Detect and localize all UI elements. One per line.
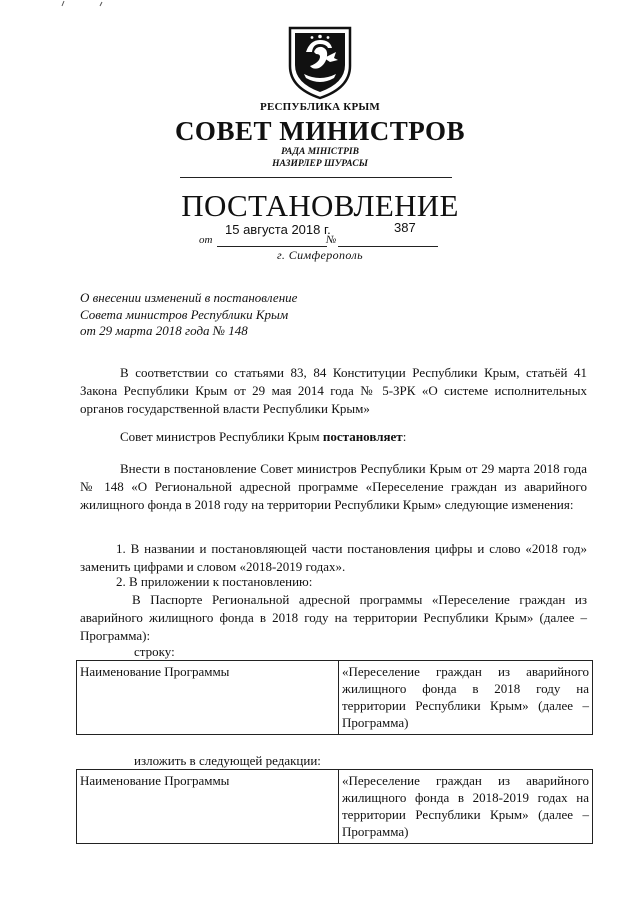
legal-basis-paragraph: В соответствии со статьями 83, 84 Конституции Республики Крым, статьёй 41 Закона Республики Крым от 29 мая 2014 года № 5-ЗРК «О системе исполнительных органов государственной власти Республики Крым»: [80, 365, 587, 416]
number-underline: [338, 246, 438, 247]
row-label-text: строку:: [134, 644, 175, 659]
amendment-item-2: 2. В приложении к постановлению:: [116, 574, 313, 589]
table-row: [77, 770, 593, 844]
resolution-keyword: постановляет: [322, 429, 403, 444]
number-label: №: [326, 234, 337, 246]
amendment-intro-paragraph: Внести в постановление Совет министров Республики Крым от 29 марта 2018 года № 148 «О Региональной адресной программе «Переселение граждан из аварийного жилищного фонда в 2018 году на территории Республики Крым» следующие изменения:: [80, 461, 587, 512]
republic-name: РЕСПУБЛИКА КРЫМ: [260, 101, 380, 113]
amendment-item-1: 1. В названии и постановляющей части постановления цифры и слово «2018 год» заменить цифрами и словом «2018-2019 годах».: [80, 541, 587, 574]
old-program-name-table: [76, 660, 593, 735]
council-title: СОВЕТ МИНИСТРОВ: [174, 116, 466, 146]
decree-subject: [80, 290, 297, 340]
resolution-paragraph: [80, 428, 587, 446]
passport-amendment-paragraph: В Паспорте Региональной адресной программы «Переселение граждан из аварийного жилищного фонда в 2018 году на территории Республики Крым» (далее – Программа):: [80, 592, 587, 643]
document-type-title: ПОСТАНОВЛЕНИЕ: [181, 188, 459, 223]
crimea-coat-of-arms-icon: [286, 22, 354, 100]
subject-line: О внесении изменений в постановление: [80, 290, 298, 305]
issue-city: г. Симферополь: [276, 248, 364, 262]
date-number-line: [0, 218, 640, 248]
subject-line: от 29 марта 2018 года № 148: [80, 323, 248, 338]
table-cell-label: Наименование Программы: [77, 661, 339, 735]
date-underline: [217, 246, 327, 247]
table-cell-value: «Переселение граждан из аварийного жилищного фонда в 2018 году на территории Республики Крым» (далее – Программа): [339, 661, 593, 735]
decree-number: 387: [394, 220, 416, 235]
subject-line: Совета министров Республики Крым: [80, 306, 289, 322]
date-prefix-label: от: [199, 234, 213, 246]
resolution-text: Совет министров Республики Крым: [120, 429, 323, 444]
table-cell-value: «Переселение граждан из аварийного жилищного фонда в 2018-2019 годах на территории Республики Крым» (далее – Программа): [339, 770, 593, 844]
resolution-colon: :: [402, 429, 407, 444]
new-program-name-table: [76, 769, 593, 844]
council-title-ukrainian: РАДА МІНІСТРІВ: [281, 147, 359, 157]
header-divider: [180, 177, 452, 178]
margin-scribble-mark: [60, 0, 120, 8]
decree-date: 15 августа 2018 г.: [225, 222, 331, 237]
table-row: [77, 661, 593, 735]
table-cell-label: Наименование Программы: [77, 770, 339, 844]
council-title-crimean-tatar: НАЗИРЛЕР ШУРАСЫ: [272, 159, 368, 169]
new-wording-label: изложить в следующей редакции:: [134, 753, 321, 768]
